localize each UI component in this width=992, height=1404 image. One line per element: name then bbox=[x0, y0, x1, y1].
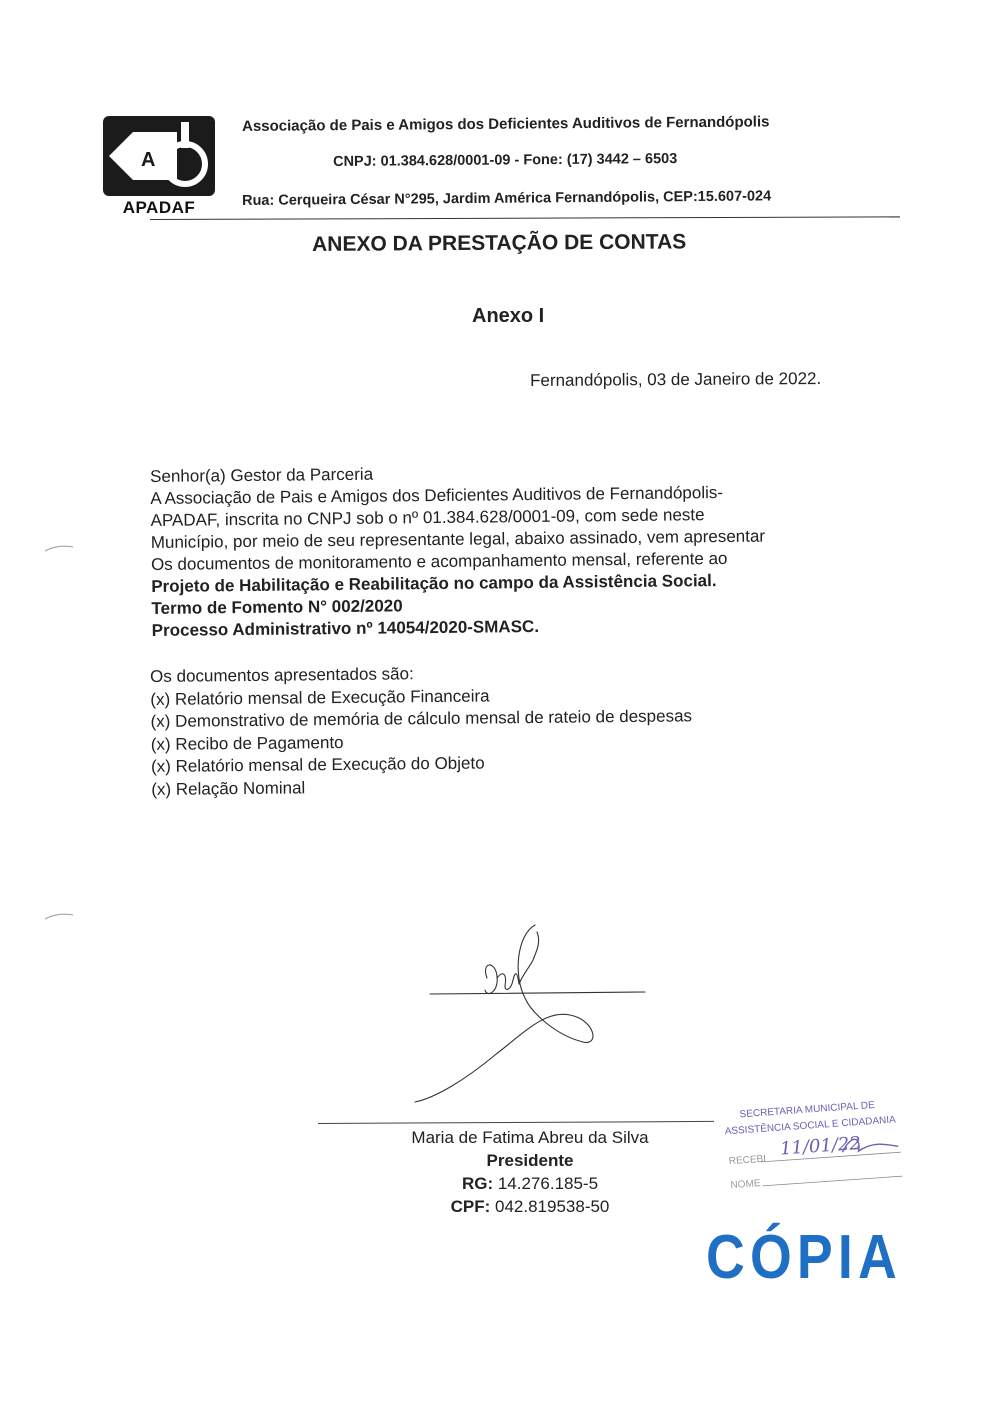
rg-label: RG: bbox=[461, 1174, 494, 1193]
org-name: Associação de Pais e Amigos dos Deficientes Auditivos de Fernandópolis bbox=[242, 113, 770, 135]
stamp-received-label: RECEBI bbox=[728, 1153, 767, 1168]
signature-line bbox=[318, 1121, 714, 1124]
header-divider bbox=[150, 216, 900, 220]
cpf-value: 042.819538-50 bbox=[490, 1197, 610, 1216]
document-subtitle: Anexo I bbox=[472, 305, 545, 327]
org-address: Rua: Cerqueira César N°295, Jardim América Fernandópolis, CEP:15.607-024 bbox=[242, 188, 772, 209]
apadaf-logo bbox=[103, 116, 215, 216]
stamp-line-1: SECRETARIA MUNICIPAL DE bbox=[739, 1099, 876, 1121]
copia-stamp bbox=[704, 1220, 904, 1292]
document-title: ANEXO DA PRESTAÇÃO DE CONTAS bbox=[312, 230, 687, 256]
cpf-label: CPF: bbox=[450, 1197, 491, 1216]
term-number: Termo de Fomento N° 002/2020 bbox=[151, 596, 403, 618]
handwritten-signature bbox=[405, 920, 665, 1110]
list-item: (x) Recibo de Pagamento bbox=[150, 732, 344, 754]
svg-text:A: A bbox=[141, 149, 156, 171]
body-line: Os documentos de monitoramento e acompanhamento mensal, referente ao bbox=[150, 548, 728, 574]
body-line: Senhor(a) Gestor da Parceria bbox=[150, 464, 374, 486]
date-line: Fernandópolis, 03 de Janeiro de 2022. bbox=[530, 368, 822, 390]
signer-block bbox=[330, 1126, 730, 1218]
documents-list bbox=[150, 659, 851, 801]
documents-intro: Os documentos apresentados são: bbox=[150, 664, 414, 686]
stamp-received-date: 11/01/22 bbox=[779, 1132, 862, 1160]
letter-body bbox=[150, 458, 892, 642]
stamp-line-2: ASSISTÊNCIA SOCIAL E CIDADANIA bbox=[724, 1114, 897, 1138]
org-contact: CNPJ: 01.384.628/0001-09 - Fone: (17) 3442 – 6503 bbox=[333, 150, 678, 170]
list-item: (x) Demonstrativo de memória de cálculo mensal de rateio de despesas bbox=[150, 706, 693, 731]
copia-text: CÓPIA bbox=[706, 1223, 902, 1292]
list-item: (x) Relação Nominal bbox=[151, 777, 306, 799]
rg-value: 14.276.185-5 bbox=[493, 1174, 599, 1193]
apadaf-emblem-icon bbox=[103, 116, 215, 196]
list-item: (x) Relatório mensal de Execução Financeira bbox=[150, 685, 490, 709]
body-line: Município, por meio de seu representante legal, abaixo assinado, vem apresentar bbox=[150, 526, 766, 552]
body-line: APADAF, inscrita no CNPJ sob o nº 01.384.628/0001-09, com sede neste bbox=[150, 505, 705, 530]
signer-rg bbox=[330, 1172, 730, 1195]
project-name: Projeto de Habilitação e Reabilitação no campo da Assistência Social. bbox=[151, 571, 717, 596]
margin-mark bbox=[44, 912, 74, 920]
process-number: Processo Administrativo nº 14054/2020-SMASC. bbox=[151, 616, 540, 640]
list-item: (x) Relatório mensal de Execução do Objeto bbox=[150, 753, 485, 776]
margin-mark bbox=[44, 544, 74, 552]
receipt-stamp bbox=[722, 1096, 912, 1196]
signer-role: Presidente bbox=[486, 1151, 574, 1170]
signer-name: Maria de Fatima Abreu da Silva bbox=[411, 1128, 649, 1147]
signer-cpf bbox=[330, 1195, 730, 1218]
logo-text: APADAF bbox=[122, 198, 196, 217]
body-line: A Associação de Pais e Amigos dos Deficientes Auditivos de Fernandópolis- bbox=[150, 483, 724, 508]
stamp-name-label: NOME bbox=[730, 1178, 761, 1192]
